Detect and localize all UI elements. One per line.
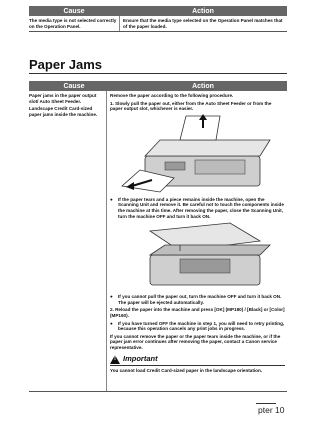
contact-note: If you cannot remove the paper or the paper tears inside the machine, or if the paper jam error continues after removing the paper, contact a Canon service representative. bbox=[110, 333, 281, 350]
important-text: You cannot load Credit Card-sized paper in the landscape orientation. bbox=[110, 367, 263, 373]
section-title: Paper Jams bbox=[29, 57, 102, 72]
main-table-header bbox=[29, 81, 287, 91]
paper-jams-table bbox=[29, 81, 287, 392]
main-table-cause-header: Cause bbox=[63, 82, 85, 90]
action-intro: Remove the paper according to the following procedure. bbox=[110, 93, 234, 98]
top-table-action-cell: Ensure that the media type selected on the Operation Panel matches that of the paper loaded. bbox=[123, 18, 283, 29]
bullet-dot-icon: ● bbox=[110, 196, 113, 202]
top-table-header bbox=[29, 6, 287, 16]
title-rule bbox=[29, 73, 287, 74]
top-table bbox=[29, 6, 287, 32]
cause-line-1: Paper jams in the paper output slot/ Auto Sheet Feeder. bbox=[29, 93, 97, 104]
important-heading bbox=[110, 355, 285, 364]
important-rule bbox=[110, 365, 285, 366]
bullet-dot-icon: ● bbox=[110, 320, 113, 326]
top-table-row bbox=[29, 16, 287, 32]
cause-line-2: Landscape Credit Card-sized paper jams inside the machine. bbox=[29, 106, 98, 117]
footer-rule bbox=[256, 403, 276, 404]
scanning-unit-illustration bbox=[120, 221, 285, 291]
warning-icon: ! bbox=[110, 355, 120, 364]
bullet-1 bbox=[110, 197, 285, 219]
main-table-action-header: Action bbox=[192, 82, 214, 90]
bullet-3-text: If you have turned OFF the machine in step 1, you will need to retry printing, because this operation cancels any print jobs in progress. bbox=[118, 320, 285, 332]
top-table-action-header: Action bbox=[192, 7, 214, 15]
step-1: 1. Slowly pull the paper out, either from the Auto Sheet Feeder or from the paper output slot, whichever is easier. bbox=[110, 100, 272, 112]
bullet-2 bbox=[110, 294, 285, 305]
main-table-action-cell bbox=[107, 91, 287, 391]
important-label: Important bbox=[123, 354, 158, 364]
top-table-cause-cell: The media type is not selected correctly on the Operation Panel. bbox=[29, 16, 120, 31]
main-table-cause-cell bbox=[29, 91, 107, 391]
printer-illustration bbox=[120, 114, 285, 194]
page-number: pter 10 bbox=[258, 405, 285, 415]
top-table-cause-header: Cause bbox=[63, 7, 85, 15]
main-table-row bbox=[29, 91, 287, 392]
bullet-3 bbox=[110, 321, 285, 332]
step-2: 2. Reload the paper into the machine and press [OK] (MP180) / [Black] or [Color] (MP160). bbox=[110, 307, 285, 318]
bullet-dot-icon: ● bbox=[110, 294, 113, 300]
bullet-1-text: If the paper tears and a piece remains inside the machine, open the Scanning Unit and remove it. Be careful not to touch the components inside the machine at this time. After removing the paper, close the Scanning Unit, turn the machine OFF and turn it back ON. bbox=[118, 196, 284, 219]
bullet-2-text: If you cannot pull the paper out, turn the machine OFF and turn it back ON. The paper will be ejected automatically. bbox=[118, 294, 282, 305]
